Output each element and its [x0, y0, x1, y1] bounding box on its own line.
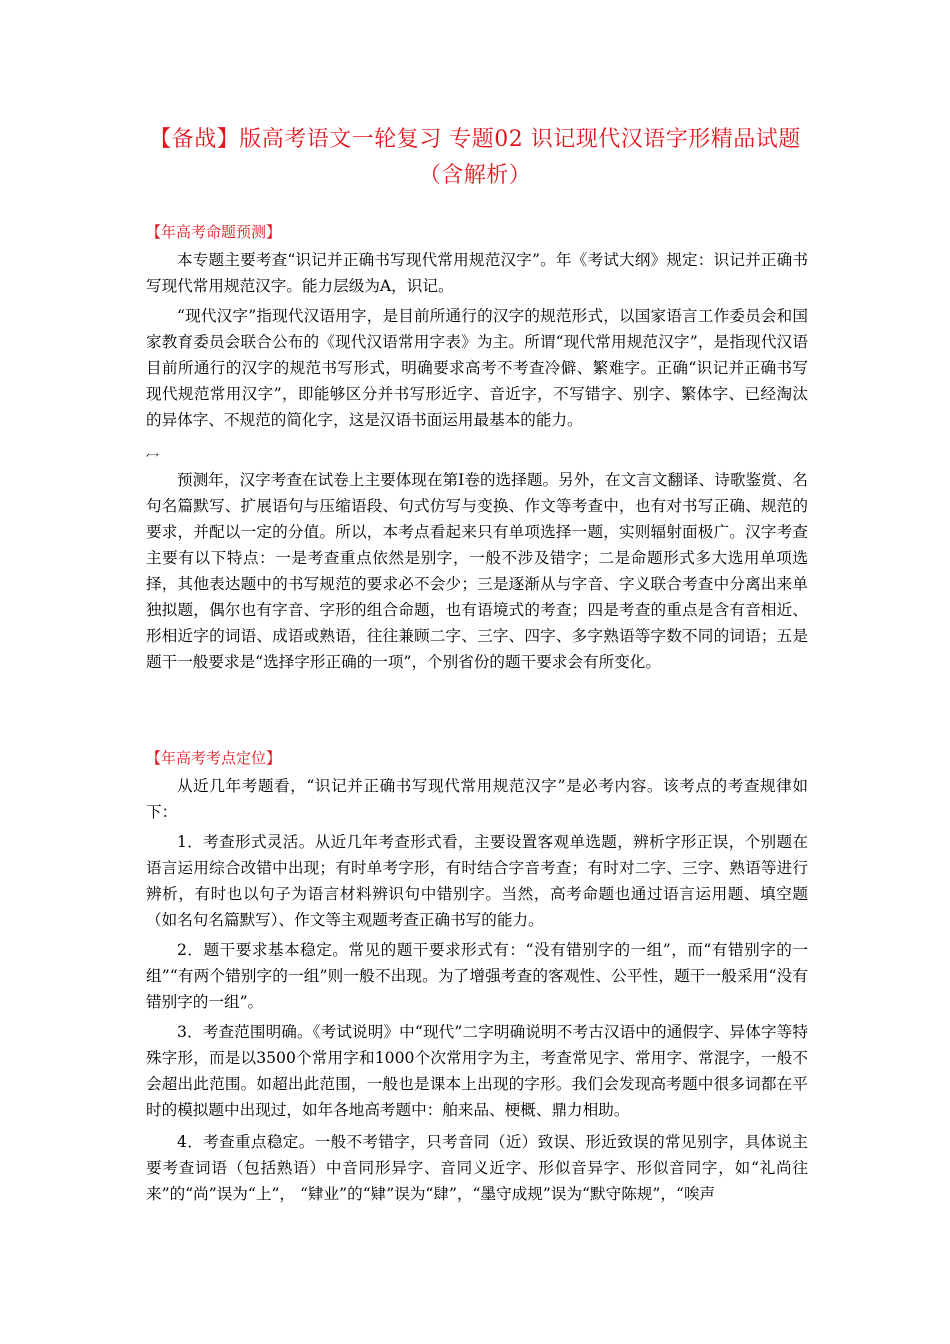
document-subtitle: （含解析）: [418, 163, 532, 188]
list-item: 4．考查重点稳定。一般不考错字，只考音同（近）致误、形近致误的常见别字，具体说主要考查词语（包括熟语）中音同形异字、音同义近字、形似音异字、形似音同字，如“礼尚往来”的“尚”误为“上”， “肄业”的“肄”误为“肆”，“墨守成规”误为“默守陈规”，“唉声: [146, 1133, 808, 1203]
list-item: 1．考查形式灵活。从近几年考查形式看，主要设置客观单选题，辨析字形正误，个别题在语言运用综合改错中出现；有时单考字形，有时结合字音考查；有时对二字、三字、熟语等进行辨析，有时也以句子为语言材料辨识句中错别字。当然，高考命题也通过语言运用题、填空题（如名句名篇默写）、作文等主观题考查正确书写的能力。: [146, 833, 808, 929]
section-heading-prediction: 【年高考命题预测】: [146, 223, 282, 241]
list-item: 3．考查范围明确。《考试说明》中“现代”二字明确说明不考古汉语中的通假字、异体字等特殊字形，而是以3500个常用字和1000个次常用字为主，考查常见字、常用字、常混字，一般不会超出此范围。如超出此范围，一般也是课本上出现的字形。我们会发现高考题中很多词都在平时的模拟题中出现过，如年各地高考题中：舶来品、梗概、鼎力相助。: [146, 1023, 808, 1119]
paragraph: 从近几年考题看，“识记并正确书写现代常用规范汉字”是必考内容。该考点的考查规律如下：: [146, 777, 808, 821]
paragraph: 预测年，汉字考查在试卷上主要体现在第Ⅰ卷的选择题。另外，在文言文翻译、诗歌鉴赏、名句名篇默写、扩展语句与压缩语段、句式仿写与变换、作文等考查中，也有对书写正确、规范的要求，并配以一定的分值。所以，本考点看起来只有单项选择一题，实则辐射面极广。汉字考查主要有以下特点：一是考查重点依然是别字，一般不涉及错字；二是命题形式多大选用单项选择，其他表达题中的书写规范的要求必不会少；三是逐渐从与字音、字义联合考查中分离出来单独拟题，偶尔也有字音、字形的组合命题，也有语境式的考查；四是考查的重点是含有音相近、形相近字的词语、成语或熟语，往往兼顾二字、三字、四字、多字熟语等字数不同的词语；五是题干一般要求是“选择字形正确的一项”，个别省份的题干要求会有所变化。: [146, 471, 808, 671]
stray-mark: 冖: [146, 450, 160, 465]
paragraph: “现代汉字”指现代汉语用字，是目前所通行的汉字的规范形式，以国家语言工作委员会和国家教育委员会联合公布的《现代汉语常用字表》为主。所谓“现代常用规范汉字”，是指现代汉语目前所通行的汉字的规范书写形式，明确要求高考不考查冷僻、繁难字。正确“识记并正确书写现代规范常用汉字”，即能够区分并书写形近字、音近字，不写错字、别字、繁体字、已经淘汰的异体字、不规范的简化字，这是汉语书面运用最基本的能力。: [146, 307, 808, 429]
list-item: 2．题干要求基本稳定。常见的题干要求形式有：“没有错别字的一组”，而“有错别字的一组”“有两个错别字的一组”则一般不出现。为了增强考查的客观性、公平性，题干一般采用“没有错别字的一组”。: [146, 941, 808, 1011]
document-title: 【备战】版高考语文一轮复习 专题02 识记现代汉语字形精品试题: [149, 127, 801, 152]
section-heading-positioning: 【年高考考点定位】: [146, 749, 282, 767]
paragraph: 本专题主要考查“识记并正确书写现代常用规范汉字”。年《考试大纲》规定：识记并正确书写现代常用规范汉字。能力层级为A，识记。: [146, 251, 808, 295]
